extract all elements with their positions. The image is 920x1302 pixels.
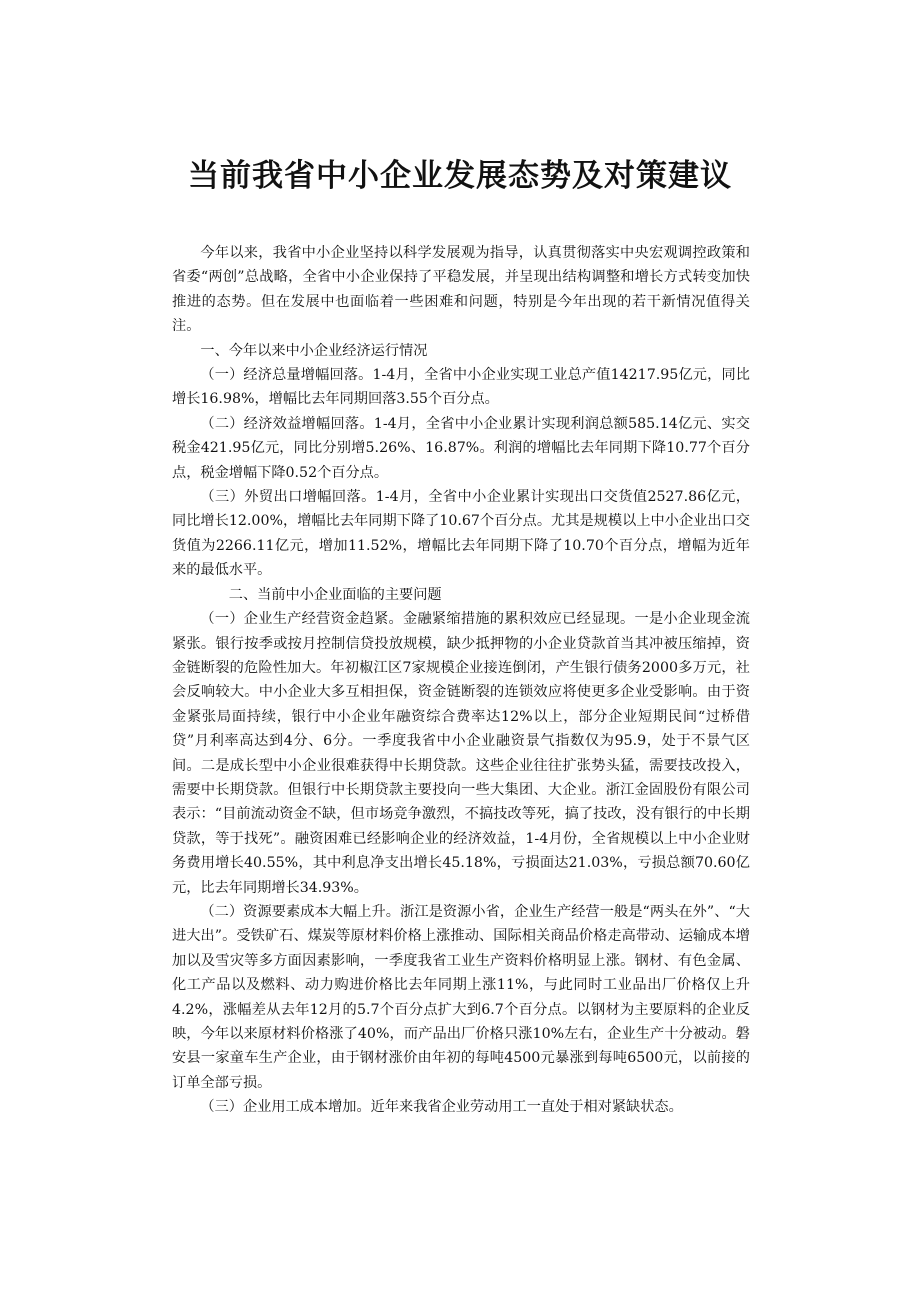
intro-paragraph: 今年以来，我省中小企业坚持以科学发展观为指导，认真贯彻落实中央宏观调控政策和省委“两创”总战略，全省中小企业保持了平稳发展，并呈现出结构调整和增长方式转变加快推进的态势。但在发展中也面临着一些困难和问题，特别是今年出现的若干新情况值得关注。 <box>172 245 750 335</box>
section-heading-2: 二、当前中小企业面临的主要问题 <box>228 586 442 603</box>
paragraph-funding: （一）企业生产经营资金趋紧。金融紧缩措施的累积效应已经显现。一是小企业现金流紧张。银行按季或按月控制信贷投放规模，缺少抵押物的小企业贷款首当其冲被压缩掉，资金链断裂的危险性加大。年初椒江区7家规模企业接连倒闭，产生银行债务2000多万元，社会反响较大。中小企业大多互相担保，资金链断裂的连锁效应将使更多企业受影响。由于资金紧张局面持续，银行中小企业年融资综合费率达12%以上，部分企业短期民间“过桥借贷”月利率高达到4分、6分。一季度我省中小企业融资景气指数仅为95.9，处于不景气区间。二是成长型中小企业很难获得中长期贷款。这些企业往往扩张势头猛，需要技改投入，需要中长期贷款。但银行中长期贷款主要投向一些大集团、大企业。浙江金固股份有限公司表示：“目前流动资金不缺，但市场竞争激烈，不搞技改等死，搞了技改，没有银行的中长期贷款，等于找死”。融资困难已经影响企业的经济效益，1-4月份，全省规模以上中小企业财务费用增长40.55%，其中利息净支出增长45.18%，亏损面达21.03%，亏损总额70.60亿元，比去年同期增长34.93%。 <box>172 611 750 896</box>
paragraph-output: （一）经济总量增幅回落。1-4月，全省中小企业实现工业总产值14217.95亿元，同比增长16.98%，增幅比去年同期回落3.55个百分点。 <box>172 367 750 408</box>
document-title: 当前我省中小企业发展态势及对策建议 <box>188 158 732 194</box>
section-heading-1: 一、今年以来中小企业经济运行情况 <box>200 342 428 359</box>
paragraph-labor: （三）企业用工成本增加。近年来我省企业劳动用工一直处于相对紧缺状态。 <box>200 1099 683 1116</box>
paragraph-profit: （二）经济效益增幅回落。1-4月，全省中小企业累计实现利润总额585.14亿元、实交税金421.95亿元，同比分别增5.26%、16.87%。利润的增幅比去年同期下降10.77个百分点，税金增幅下降0.52个百分点。 <box>172 415 750 481</box>
paragraph-export: （三）外贸出口增幅回落。1-4月，全省中小企业累计实现出口交货值2527.86亿元，同比增长12.00%，增幅比去年同期下降了10.67个百分点。尤其是规模以上中小企业出口交货值为2266.11亿元，增加11.52%，增幅比去年同期下降了10.70个百分点，增幅为近年来的最低水平。 <box>172 489 750 579</box>
document-body <box>172 241 750 1120</box>
paragraph-resources: （二）资源要素成本大幅上升。浙江是资源小省，企业生产经营一般是“两头在外”、“大进大出”。受铁矿石、煤炭等原材料价格上涨推动、国际相关商品价格走高带动、运输成本增加以及雪灾等多方面因素影响，一季度我省工业生产资料价格明显上涨。钢材、有色金属、化工产品以及燃料、动力购进价格比去年同期上涨11%，与此同时工业品出厂价格仅上升4.2%，涨幅差从去年12月的5.7个百分点扩大到6.7个百分点。以钢材为主要原料的企业反映，今年以来原材料价格涨了40%，而产品出厂价格只涨10%左右，企业生产十分被动。磐安县一家童车生产企业，由于钢材涨价由年初的每吨4500元暴涨到每吨6500元，以前接的订单全部亏损。 <box>172 903 750 1091</box>
